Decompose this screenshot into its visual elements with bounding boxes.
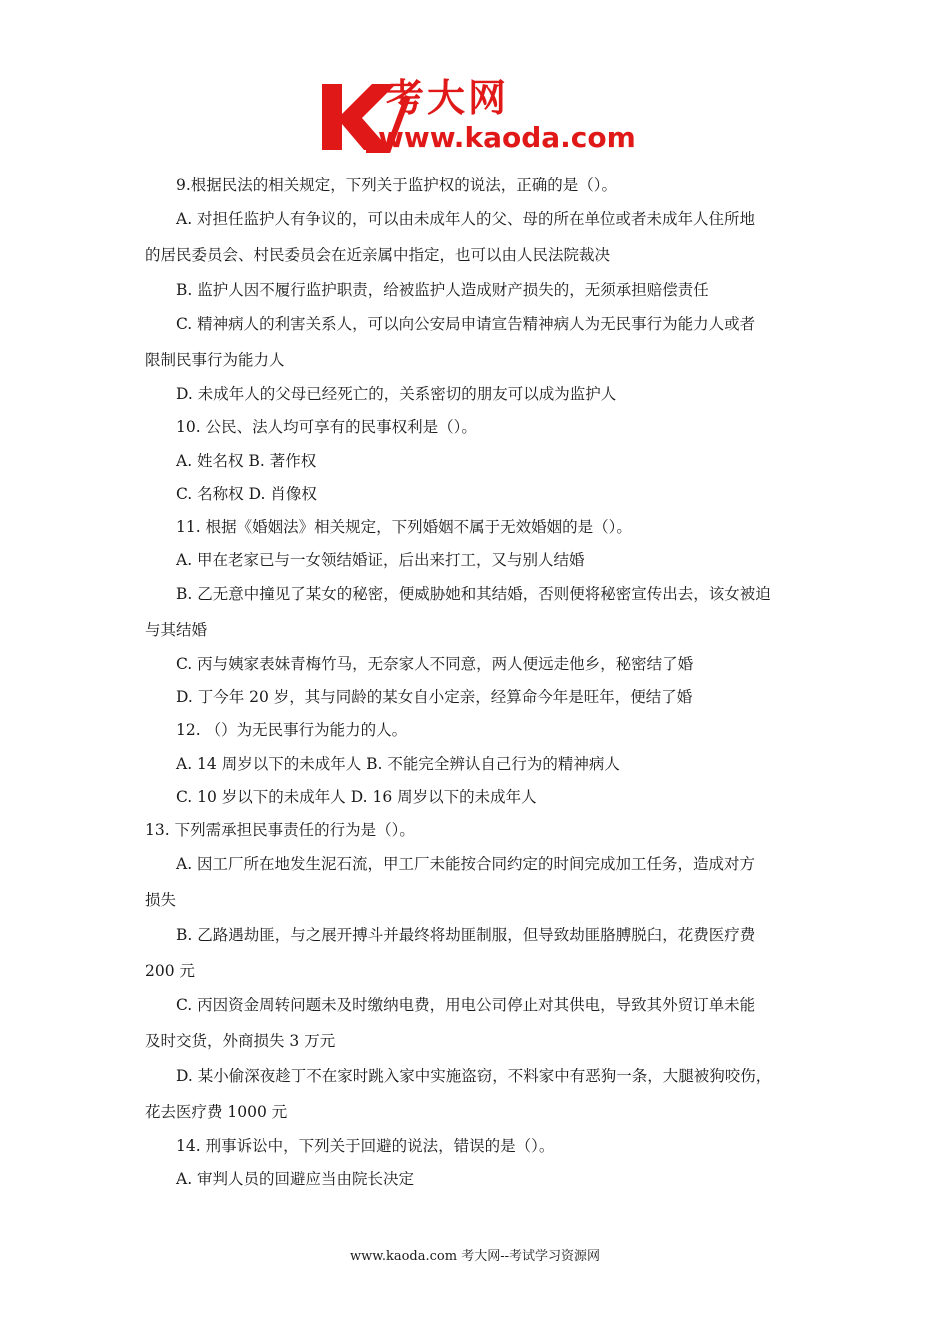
question-9: 9.根据民法的相关规定，下列关于监护权的说法，正确的是（）。 — [176, 176, 618, 194]
q13-option-a: A. 因工厂所在地发生泥石流，甲工厂未能按合同约定的时间完成加工任务，造成对方 — [176, 855, 756, 873]
q11-option-a: A. 甲在老家已与一女领结婚证，后出来打工，又与别人结婚 — [176, 551, 585, 569]
q13-option-c: C. 丙因资金周转问题未及时缴纳电费，用电公司停止对其供电，导致其外贸订单未能 — [176, 996, 756, 1014]
q12-options-cd: C. 10 岁以下的未成年人 D. 16 周岁以下的未成年人 — [176, 788, 537, 806]
q11-option-b: B. 乙无意中撞见了某女的秘密，便威胁她和其结婚，否则便将秘密宣传出去，该女被迫 — [176, 585, 771, 603]
logo-title: 考大网 — [386, 76, 510, 120]
q13-option-a-cont: 损失 — [145, 891, 177, 909]
q13-option-b-cont: 200 元 — [145, 962, 196, 980]
q9-option-c: C. 精神病人的利害关系人，可以向公安局申请宣告精神病人为无民事行为能力人或者 — [176, 315, 756, 333]
q9-option-d: D. 未成年人的父母已经死亡的，关系密切的朋友可以成为监护人 — [176, 385, 617, 403]
q13-option-c-cont: 及时交货，外商损失 3 万元 — [145, 1032, 336, 1050]
question-13: 13. 下列需承担民事责任的行为是（）。 — [145, 821, 415, 839]
page-footer: www.kaoda.com 考大网--考试学习资源网 — [350, 1249, 600, 1264]
question-10: 10. 公民、法人均可享有的民事权利是（）。 — [176, 418, 477, 436]
question-11: 11. 根据《婚姻法》相关规定，下列婚姻不属于无效婚姻的是（）。 — [176, 518, 632, 536]
question-12: 12. （）为无民事行为能力的人。 — [176, 721, 408, 739]
q10-options-ab: A. 姓名权 B. 著作权 — [176, 452, 317, 470]
q13-option-b: B. 乙路遇劫匪，与之展开搏斗并最终将劫匪制服，但导致劫匪胳膊脱臼，花费医疗费 — [176, 926, 756, 944]
q13-option-d: D. 某小偷深夜趁丁不在家时跳入家中实施盗窃，不料家中有恶狗一条，大腿被狗咬伤， — [176, 1067, 772, 1085]
logo-url: www.kaoda.com — [378, 121, 636, 154]
q10-options-cd: C. 名称权 D. 肖像权 — [176, 485, 317, 503]
q12-options-ab: A. 14 周岁以下的未成年人 B. 不能完全辨认自己行为的精神病人 — [176, 755, 620, 773]
q13-option-d-cont: 花去医疗费 1000 元 — [145, 1103, 288, 1121]
q9-option-c-cont: 限制民事行为能力人 — [145, 351, 285, 369]
q11-option-d: D. 丁今年 20 岁，其与同龄的某女自小定亲，经算命今年是旺年，便结了婚 — [176, 688, 693, 706]
q11-option-b-cont: 与其结婚 — [145, 621, 208, 639]
q11-option-c: C. 丙与姨家表妹青梅竹马，无奈家人不同意，两人便远走他乡，秘密结了婚 — [176, 655, 694, 673]
q9-option-b: B. 监护人因不履行监护职责，给被监护人造成财产损失的，无须承担赔偿责任 — [176, 281, 709, 299]
q14-option-a: A. 审判人员的回避应当由院长决定 — [176, 1170, 415, 1188]
q9-option-a: A. 对担任监护人有争议的，可以由未成年人的父、母的所在单位或者未成年人住所地 — [176, 210, 756, 228]
kaoda-logo — [316, 76, 646, 158]
question-14: 14. 刑事诉讼中，下列关于回避的说法，错误的是（）。 — [176, 1137, 555, 1155]
q9-option-a-cont: 的居民委员会、村民委员会在近亲属中指定，也可以由人民法院裁决 — [145, 246, 611, 264]
